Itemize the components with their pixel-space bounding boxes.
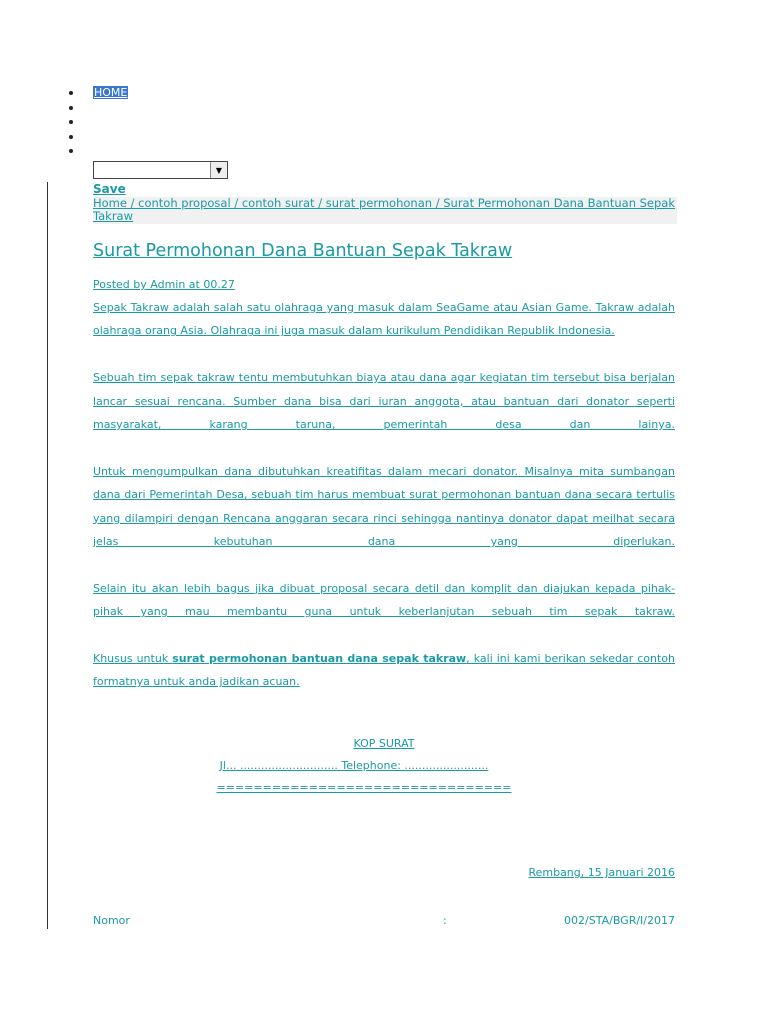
- bold-keyword[interactable]: surat permohonan bantuan dana sepak takraw: [172, 652, 467, 666]
- nav-item-empty: [66, 101, 128, 116]
- post-meta[interactable]: Posted by Admin at 00.27: [93, 278, 235, 291]
- paragraph[interactable]: Untuk mengumpulkan dana dibutuhkan kreatifitas dalam mecari donator. Misalnya mita sumbangan dana dari Pemerintah Desa, sebuah tim harus membuat surat permohonan bantuan dana secara tertulis yang dilampiri dengan Rencana anggaran secara rinci sehingga nantinya donator dapat meilhat secara jelas kebutuhan dana yang diperlukan.: [93, 464, 675, 549]
- nomor-colon: :: [443, 914, 447, 927]
- nomor-value: 002/STA/BGR/I/2017: [564, 914, 675, 927]
- kop-title[interactable]: KOP SURAT: [353, 737, 415, 750]
- paragraph-format-intro[interactable]: Khusus untuk surat permohonan bantuan dana sepak takraw, kali ini kami berikan sekedar contoh formatnya untuk anda jadikan acuan.: [93, 652, 675, 689]
- breadcrumb[interactable]: [93, 197, 677, 224]
- nav-item-empty: [66, 144, 128, 159]
- post-content: [93, 296, 675, 717]
- left-border-line: [47, 182, 48, 929]
- nav-item-home[interactable]: [66, 86, 128, 101]
- nav-home-link[interactable]: HOME: [94, 86, 128, 99]
- nav-item-empty: [66, 130, 128, 145]
- paragraph[interactable]: Sebuah tim sepak takraw tentu membutuhkan biaya atau dana agar kegiatan tim tersebut bisa berjalan lancar sesuai rencana. Sumber dana bisa dari iuran anggota, atau bantuan dari donator seperti masyarakat, karang taruna, pemerintah desa dan lainya.: [93, 371, 675, 432]
- breadcrumb-text[interactable]: Home / contoh proposal / contoh surat / surat permohonan / Surat Permohonan Dana Bantuan Sepak Takraw: [93, 196, 676, 223]
- kop-surat-block: [93, 734, 675, 798]
- chevron-down-icon[interactable]: ▼: [210, 162, 227, 178]
- save-link[interactable]: Save: [93, 182, 126, 196]
- paragraph[interactable]: Selain itu akan lebih bagus jika dibuat proposal secara detil dan komplit dan diajukan kepada pihak-pihak yang mau membantu guna untuk keberlanjutan sebuah tim sepak takraw.: [93, 581, 675, 619]
- letter-date[interactable]: Rembang, 15 Januari 2016: [528, 866, 675, 879]
- dropdown-select[interactable]: [93, 161, 228, 179]
- nav-list: [66, 86, 128, 159]
- kop-separator[interactable]: ================================: [216, 781, 512, 794]
- nomor-row[interactable]: [93, 913, 675, 929]
- nomor-label: Nomor: [93, 914, 130, 927]
- post-title[interactable]: Surat Permohonan Dana Bantuan Sepak Takraw: [93, 241, 513, 261]
- paragraph[interactable]: Sepak Takraw adalah salah satu olahraga yang masuk dalam SeaGame atau Asian Game. Takraw adalah olahraga orang Asia. Olahraga ini juga masuk dalam kurikulum Pendidikan Republik Indonesia.: [93, 301, 675, 338]
- kop-address[interactable]: Jl... ............................ Telephone: ........................: [219, 759, 489, 772]
- nav-item-empty: [66, 115, 128, 130]
